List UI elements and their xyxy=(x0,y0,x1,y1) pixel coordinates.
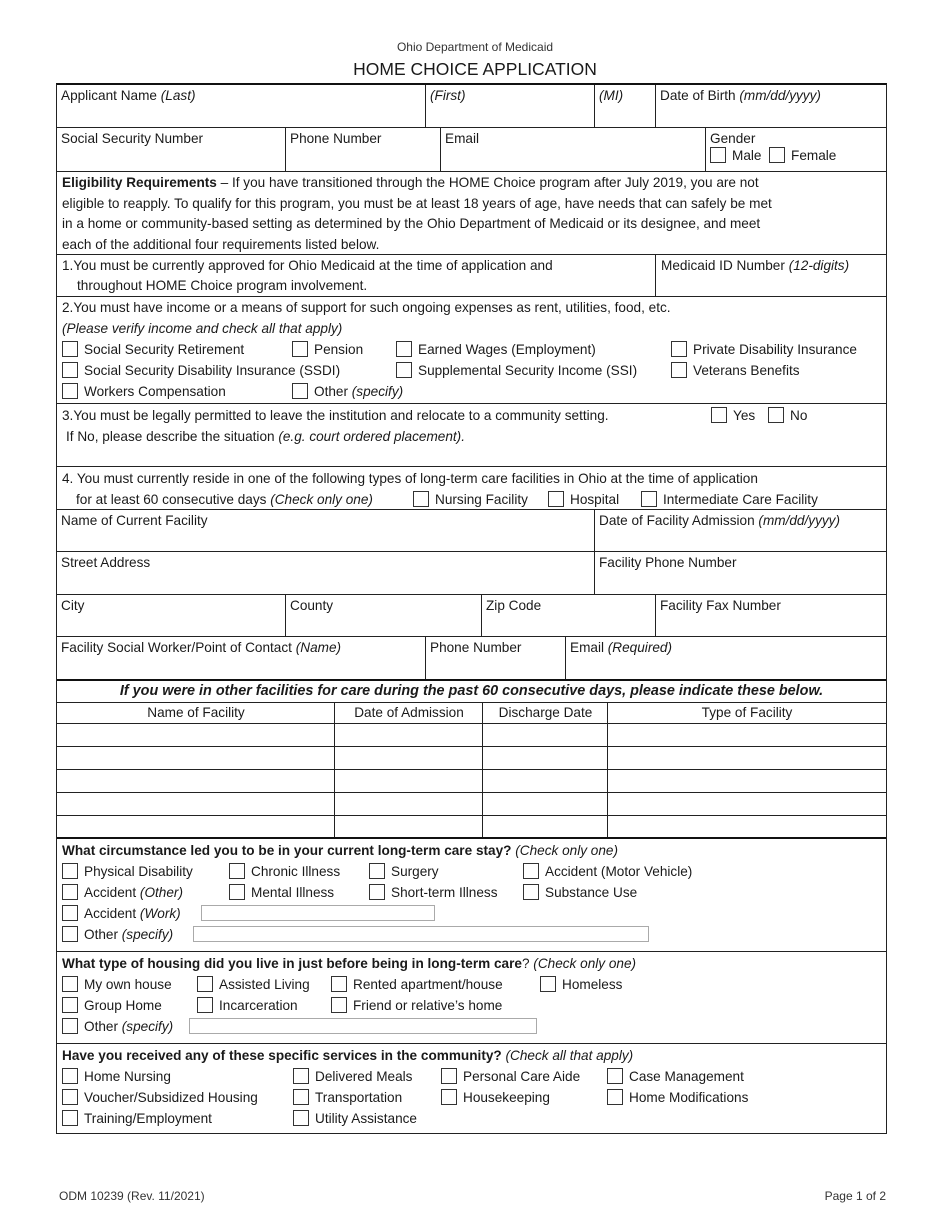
column-header: Date of Admission xyxy=(334,703,483,723)
checkbox[interactable] xyxy=(331,997,347,1013)
table-cell[interactable] xyxy=(334,747,483,769)
svc-case-mgmt[interactable]: Case Management xyxy=(607,1066,744,1087)
circ-surgery[interactable]: Surgery xyxy=(369,861,439,882)
circ-chronic[interactable]: Chronic Illness xyxy=(229,861,340,882)
checkbox[interactable] xyxy=(293,1089,309,1105)
income-pension[interactable]: Pension xyxy=(292,340,363,361)
prior-facilities-header xyxy=(57,703,886,724)
income-private-disability[interactable]: Private Disability Insurance xyxy=(671,340,857,361)
zip-field[interactable]: Zip Code xyxy=(481,595,656,636)
table-cell[interactable] xyxy=(57,770,335,792)
checkbox[interactable] xyxy=(62,1089,78,1105)
table-cell[interactable] xyxy=(334,724,483,746)
male-checkbox[interactable] xyxy=(710,147,726,163)
checkbox[interactable] xyxy=(641,491,657,507)
svc-voucher[interactable]: Voucher/Subsidized Housing xyxy=(62,1087,258,1108)
applicant-name-row xyxy=(57,85,886,128)
checkbox[interactable] xyxy=(413,491,429,507)
column-header: Name of Facility xyxy=(147,705,245,720)
table-cell[interactable] xyxy=(607,724,886,746)
checkbox[interactable] xyxy=(62,976,78,992)
checkbox[interactable] xyxy=(523,863,539,879)
income-other[interactable]: Other (specify) xyxy=(292,382,403,403)
contact-name-field[interactable]: Facility Social Worker/Point of Contact (Name) xyxy=(61,640,342,655)
female-checkbox[interactable] xyxy=(769,147,785,163)
circ-accident-other[interactable]: Accident (Other) xyxy=(62,882,183,903)
requirement-3: 3.You must be legally permitted to leave the institution and relocate to a community setting. Yes No If No, please describe the situation (e.g. court ordered placement). xyxy=(57,404,886,467)
email-field[interactable]: Email xyxy=(440,128,706,171)
housing-friend[interactable]: Friend or relative’s home xyxy=(331,995,502,1016)
requirement-4: 4. You must currently reside in one of the following types of long-term care facilities in Ohio at the time of application for at least 60 consecutive days (Check only one) Nursing Facility Hospital Intermediate Care Facility xyxy=(57,467,886,510)
gender-label: Gender xyxy=(710,131,756,146)
application-form xyxy=(56,83,887,1134)
checkbox[interactable] xyxy=(197,997,213,1013)
table-cell[interactable] xyxy=(482,747,608,769)
column-header: Type of Facility xyxy=(607,703,886,723)
county-field[interactable]: County xyxy=(285,595,482,636)
checkbox[interactable] xyxy=(768,407,784,423)
applicant-contact-row xyxy=(57,128,886,172)
contact-phone-field[interactable]: Phone Number xyxy=(425,637,566,679)
table-cell[interactable] xyxy=(607,816,886,837)
checkbox[interactable] xyxy=(62,863,78,879)
permitted-yes[interactable]: Yes xyxy=(711,405,755,426)
checkbox[interactable] xyxy=(62,884,78,900)
facility-contact-row xyxy=(57,637,886,681)
facility-nursing[interactable]: Nursing Facility xyxy=(413,489,528,510)
circ-short-term[interactable]: Short-term Illness xyxy=(369,882,498,903)
fax-field[interactable]: Facility Fax Number xyxy=(655,595,886,636)
svc-home-mods[interactable]: Home Modifications xyxy=(607,1087,748,1108)
prior-facilities-heading: If you were in other facilities for care during the past 60 consecutive days, please indicate these below. xyxy=(57,681,886,703)
checkbox[interactable] xyxy=(396,341,412,357)
table-cell[interactable] xyxy=(57,793,335,815)
checkbox[interactable] xyxy=(229,863,245,879)
svc-transportation[interactable]: Transportation xyxy=(293,1087,402,1108)
circumstance-section: What circumstance led you to be in your current long-term care stay? (Check only one) Physical Disability Chronic Illness Surgery Accident (Motor Vehicle) Accident (Other) Mental Illness Short-term Illness Substance Use Accident (Work) Other (specify) xyxy=(57,839,886,952)
checkbox[interactable] xyxy=(62,1110,78,1126)
housing-section: What type of housing did you live in just before being in long-term care? (Check only one) My own house Assisted Living Rented apartment/house Homeless Group Home Incarceration Friend or relative’s home Other (specify) xyxy=(57,952,886,1044)
housing-own[interactable]: My own house xyxy=(62,974,172,995)
page-number: Page 1 of 2 xyxy=(824,1189,886,1203)
checkbox[interactable] xyxy=(607,1089,623,1105)
facility-hospital[interactable]: Hospital xyxy=(548,489,619,510)
checkbox[interactable] xyxy=(671,362,687,378)
table-cell[interactable] xyxy=(57,747,335,769)
svc-utility[interactable]: Utility Assistance xyxy=(293,1108,417,1129)
facility-city-row xyxy=(57,595,886,637)
table-row xyxy=(57,770,886,793)
checkbox[interactable] xyxy=(293,1110,309,1126)
income-ssi[interactable]: Supplemental Security Income (SSI) xyxy=(396,361,637,382)
form-title: HOME CHOICE APPLICATION xyxy=(353,59,597,79)
checkbox[interactable] xyxy=(62,1068,78,1084)
svc-personal-care[interactable]: Personal Care Aide xyxy=(441,1066,580,1087)
checkbox[interactable] xyxy=(62,997,78,1013)
housing-homeless[interactable]: Homeless xyxy=(540,974,622,995)
checkbox[interactable] xyxy=(548,491,564,507)
housing-rented[interactable]: Rented apartment/house xyxy=(331,974,503,995)
table-cell[interactable] xyxy=(482,793,608,815)
table-row xyxy=(57,747,886,770)
circ-accident-work[interactable]: Accident (Work) xyxy=(62,903,181,924)
table-cell[interactable] xyxy=(334,770,483,792)
requirement-1: 1.You must be currently approved for Ohio Medicaid at the time of application and throughout HOME Choice program involvement. Medicaid ID Number (12-digits) xyxy=(57,255,886,297)
department-name: Ohio Department of Medicaid xyxy=(396,40,554,54)
table-cell[interactable] xyxy=(334,816,483,837)
accident-work-input[interactable] xyxy=(201,905,435,921)
middle-initial-field[interactable]: (MI) xyxy=(594,85,656,127)
table-cell[interactable] xyxy=(607,747,886,769)
income-ssdi[interactable]: Social Security Disability Insurance (SSDI) xyxy=(62,361,340,382)
svc-home-nursing[interactable]: Home Nursing xyxy=(62,1066,171,1087)
checkbox[interactable] xyxy=(62,341,78,357)
table-cell[interactable] xyxy=(482,816,608,837)
circ-physical[interactable]: Physical Disability xyxy=(62,861,193,882)
income-workers-comp[interactable]: Workers Compensation xyxy=(62,382,226,403)
checkbox[interactable] xyxy=(293,1068,309,1084)
housing-other[interactable]: Other (specify) xyxy=(62,1016,173,1037)
table-cell[interactable] xyxy=(607,770,886,792)
facility-name-row xyxy=(57,510,886,552)
checkbox[interactable] xyxy=(331,976,347,992)
facility-icf[interactable]: Intermediate Care Facility xyxy=(641,489,818,510)
housing-other-input[interactable] xyxy=(189,1018,537,1034)
checkbox[interactable] xyxy=(62,362,78,378)
checkbox[interactable] xyxy=(292,383,308,399)
svc-housekeeping[interactable]: Housekeeping xyxy=(441,1087,550,1108)
city-field[interactable]: City xyxy=(61,598,85,613)
circumstance-other-input[interactable] xyxy=(193,926,649,942)
dob-field[interactable]: Date of Birth (mm/dd/yyyy) xyxy=(655,85,886,127)
checkbox[interactable] xyxy=(671,341,687,357)
current-facility-field[interactable]: Name of Current Facility xyxy=(61,513,208,528)
form-id: ODM 10239 (Rev. 11/2021) xyxy=(59,1189,205,1203)
circ-substance[interactable]: Substance Use xyxy=(523,882,637,903)
checkbox[interactable] xyxy=(396,362,412,378)
admission-date-field[interactable]: Date of Facility Admission (mm/dd/yyyy) xyxy=(594,510,886,551)
housing-assisted[interactable]: Assisted Living xyxy=(197,974,310,995)
housing-group[interactable]: Group Home xyxy=(62,995,162,1016)
table-cell[interactable] xyxy=(482,770,608,792)
checkbox[interactable] xyxy=(441,1068,457,1084)
income-veterans[interactable]: Veterans Benefits xyxy=(671,361,800,382)
income-earned-wages[interactable]: Earned Wages (Employment) xyxy=(396,340,596,361)
table-cell[interactable] xyxy=(482,724,608,746)
checkbox[interactable] xyxy=(369,884,385,900)
checkbox[interactable] xyxy=(292,341,308,357)
checkbox[interactable] xyxy=(540,976,556,992)
svc-training[interactable]: Training/Employment xyxy=(62,1108,212,1129)
circ-accident-motor[interactable]: Accident (Motor Vehicle) xyxy=(523,861,692,882)
checkbox[interactable] xyxy=(62,905,78,921)
table-row xyxy=(57,816,886,839)
income-ss-retirement[interactable]: Social Security Retirement xyxy=(62,340,244,361)
housing-incarceration[interactable]: Incarceration xyxy=(197,995,298,1016)
table-cell[interactable] xyxy=(57,724,335,746)
checkbox[interactable] xyxy=(369,863,385,879)
eligibility-requirements: Eligibility Requirements – If you have transitioned through the HOME Choice program after July 2019, you are not eligible to reapply. To qualify for this program, you must be at least 18 years of age, have needs that can safely be met in a home or community-based setting as determined by the Ohio Department of Medicaid or its designee, and meet each of the additional four requirements listed below. xyxy=(57,172,886,255)
gender-field: Gender Male Female xyxy=(705,128,886,171)
checkbox[interactable] xyxy=(523,884,539,900)
checkbox[interactable] xyxy=(711,407,727,423)
checkbox[interactable] xyxy=(229,884,245,900)
table-cell[interactable] xyxy=(607,793,886,815)
circ-mental[interactable]: Mental Illness xyxy=(229,882,334,903)
svc-meals[interactable]: Delivered Meals xyxy=(293,1066,412,1087)
table-row xyxy=(57,724,886,747)
table-cell[interactable] xyxy=(334,793,483,815)
circ-other[interactable]: Other (specify) xyxy=(62,924,173,945)
ssn-field[interactable]: Social Security Number xyxy=(61,131,204,146)
checkbox[interactable] xyxy=(441,1089,457,1105)
medicaid-id-field[interactable]: Medicaid ID Number (12-digits) xyxy=(655,255,886,296)
column-header: Discharge Date xyxy=(482,703,608,723)
services-section: Have you received any of these specific services in the community? (Check all that apply) Home Nursing Delivered Meals Personal Care Aide Case Management Voucher/Subsidized Housing Transportation Housekeeping Home Modifications Training/Employment Utility Assistance xyxy=(57,1044,886,1133)
checkbox[interactable] xyxy=(607,1068,623,1084)
phone-field[interactable]: Phone Number xyxy=(285,128,441,171)
checkbox[interactable] xyxy=(62,1018,78,1034)
table-row xyxy=(57,793,886,816)
checkbox[interactable] xyxy=(197,976,213,992)
checkbox[interactable] xyxy=(62,383,78,399)
last-name-field[interactable]: Applicant Name (Last) xyxy=(61,88,196,103)
permitted-no[interactable]: No xyxy=(768,405,807,426)
first-name-field[interactable]: (First) xyxy=(425,85,595,127)
facility-address-row xyxy=(57,552,886,595)
contact-email-field[interactable]: Email (Required) xyxy=(565,637,886,679)
street-address-field[interactable]: Street Address xyxy=(61,555,151,570)
requirement-2: 2.You must have income or a means of support for such ongoing expenses as rent, utilities, food, etc. (Please verify income and check all that apply) Social Security Retirement Pension Earned Wages (Employment) Private Disability Insurance Social Security Disability Insurance (SSDI) Supplemental Security Income (SSI) Veterans Benefits Workers Compensation Other (specify) xyxy=(57,297,886,404)
facility-phone-field[interactable]: Facility Phone Number xyxy=(594,552,886,594)
checkbox[interactable] xyxy=(62,926,78,942)
table-cell[interactable] xyxy=(57,816,335,837)
